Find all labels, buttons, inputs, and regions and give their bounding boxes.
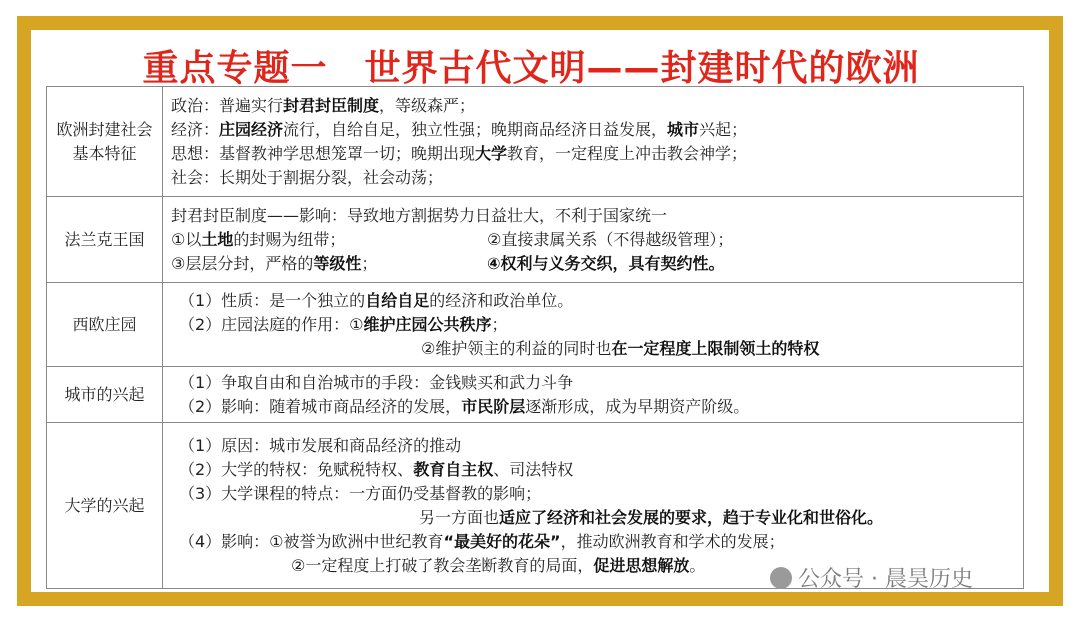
text-segment: （3）大学课程的特点：一方面仍受基督教的影响； xyxy=(179,483,542,503)
content-line xyxy=(171,204,1015,228)
content-line xyxy=(171,313,1015,337)
row-content xyxy=(163,87,1024,197)
gold-frame xyxy=(17,16,1063,606)
text-segment: （2）庄园法庭的作用：① xyxy=(179,314,364,334)
text-segment: 的经济和政治单位。 xyxy=(429,290,574,310)
text-segment: （1）原因：城市发展和商品经济的推动 xyxy=(179,435,462,455)
text-segment: 兴起； xyxy=(699,119,748,139)
text-segment: 政治：普遍实行 xyxy=(171,95,284,115)
content-line xyxy=(171,482,1015,506)
bold-text: “最美好的花朵” xyxy=(443,531,561,551)
text-segment: 流行，自给自足，独立性强；晚期商品经济日益发展， xyxy=(283,119,668,139)
content-line xyxy=(171,530,1015,554)
content-line xyxy=(171,228,487,252)
content-line xyxy=(171,506,1015,530)
watermark xyxy=(770,562,973,593)
table-row xyxy=(47,87,1024,197)
bold-text: 市民阶层 xyxy=(461,396,526,416)
text-segment: ，推动欧洲教育和学术的发展； xyxy=(560,531,785,551)
content-line xyxy=(171,142,1015,166)
content-line xyxy=(487,252,725,276)
bold-text: 促进思想解放 xyxy=(593,555,690,575)
bold-text: 等级性 xyxy=(313,253,362,273)
summary-table xyxy=(46,86,1024,589)
text-segment: （4）影响：①被誉为欧洲中世纪教育 xyxy=(179,531,444,551)
text-segment: 、司法特权 xyxy=(493,459,574,479)
text-segment: 封君封臣制度——影响：导致地方割据势力日益壮大，不利于国家统一 xyxy=(171,205,668,225)
content-line xyxy=(171,166,1015,190)
bold-text: 大学 xyxy=(475,143,508,163)
content-line xyxy=(171,118,1015,142)
content-line xyxy=(171,289,1015,313)
text-segment: ②维护领主的利益的同时也 xyxy=(421,338,612,358)
text-segment: 。 xyxy=(689,555,706,575)
content-line xyxy=(487,228,733,252)
content-line-pair xyxy=(171,228,1015,252)
content-line xyxy=(171,337,1015,361)
content-panel xyxy=(31,30,1049,592)
bold-text: 在一定程度上限制领土的特权 xyxy=(611,338,820,358)
row-topic: 法兰克王国 xyxy=(47,197,163,283)
text-segment: （1）性质：是一个独立的 xyxy=(179,290,366,310)
table-row xyxy=(47,283,1024,367)
content-line xyxy=(171,458,1015,482)
content-line-pair xyxy=(171,252,1015,276)
row-topic: 城市的兴起 xyxy=(47,367,163,423)
row-topic: 西欧庄园 xyxy=(47,283,163,367)
text-segment: 的封赐为纽带； xyxy=(233,229,346,249)
bold-text: 封君封臣制度 xyxy=(283,95,380,115)
text-segment: ③层层分封，严格的 xyxy=(171,253,314,273)
text-segment: ，等级森严； xyxy=(379,95,476,115)
text-segment: 经济： xyxy=(171,119,220,139)
bold-text: 土地 xyxy=(201,229,234,249)
bold-text: ④权利与义务交织，具有契约性。 xyxy=(487,253,725,273)
bold-text: 教育自主权 xyxy=(413,459,494,479)
bold-text: 庄园经济 xyxy=(219,119,284,139)
bold-text: 城市 xyxy=(667,119,700,139)
bold-text: 自给自足 xyxy=(365,290,430,310)
text-segment: 教育，一定程度上冲击教会神学； xyxy=(507,143,748,163)
page-title: 重点专题一 世界古代文明——封建时代的欧洲 xyxy=(142,48,920,89)
text-segment: 社会：长期处于割据分裂，社会动荡； xyxy=(171,167,444,187)
text-segment: 逐渐形成，成为早期资产阶级。 xyxy=(525,396,750,416)
content-line xyxy=(171,434,1015,458)
text-segment: ； xyxy=(361,253,378,273)
content-line xyxy=(171,395,1015,419)
content-line xyxy=(171,252,487,276)
table-row xyxy=(47,197,1024,283)
row-topic: 欧洲封建社会基本特征 xyxy=(47,87,163,197)
row-content xyxy=(163,197,1024,283)
text-segment: 思想：基督教神学思想笼罩一切；晚期出现 xyxy=(171,143,476,163)
table-row xyxy=(47,367,1024,423)
bold-text: 适应了经济和社会发展的要求，趋于专业化和世俗化。 xyxy=(499,507,884,527)
row-content xyxy=(163,367,1024,423)
text-segment: ； xyxy=(491,314,508,334)
content-line xyxy=(171,94,1015,118)
content-line xyxy=(171,371,1015,395)
text-segment: （2）影响：随着城市商品经济的发展， xyxy=(179,396,462,416)
text-segment: ②一定程度上打破了教会垄断教育的局面， xyxy=(291,555,594,575)
text-segment: （1）争取自由和自治城市的手段：金钱赎买和武力斗争 xyxy=(179,372,574,392)
text-segment: ②直接隶属关系（不得越级管理）； xyxy=(487,229,734,249)
row-topic: 大学的兴起 xyxy=(47,423,163,589)
text-segment: ①以 xyxy=(171,229,202,249)
wechat-icon xyxy=(770,567,792,589)
bold-text: 维护庄园公共秩序 xyxy=(363,314,492,334)
row-content xyxy=(163,283,1024,367)
text-segment: 另一方面也 xyxy=(419,507,500,527)
text-segment: （2）大学的特权：免赋税特权、 xyxy=(179,459,414,479)
watermark-text: 公众号 · 晨昊历史 xyxy=(798,567,973,592)
